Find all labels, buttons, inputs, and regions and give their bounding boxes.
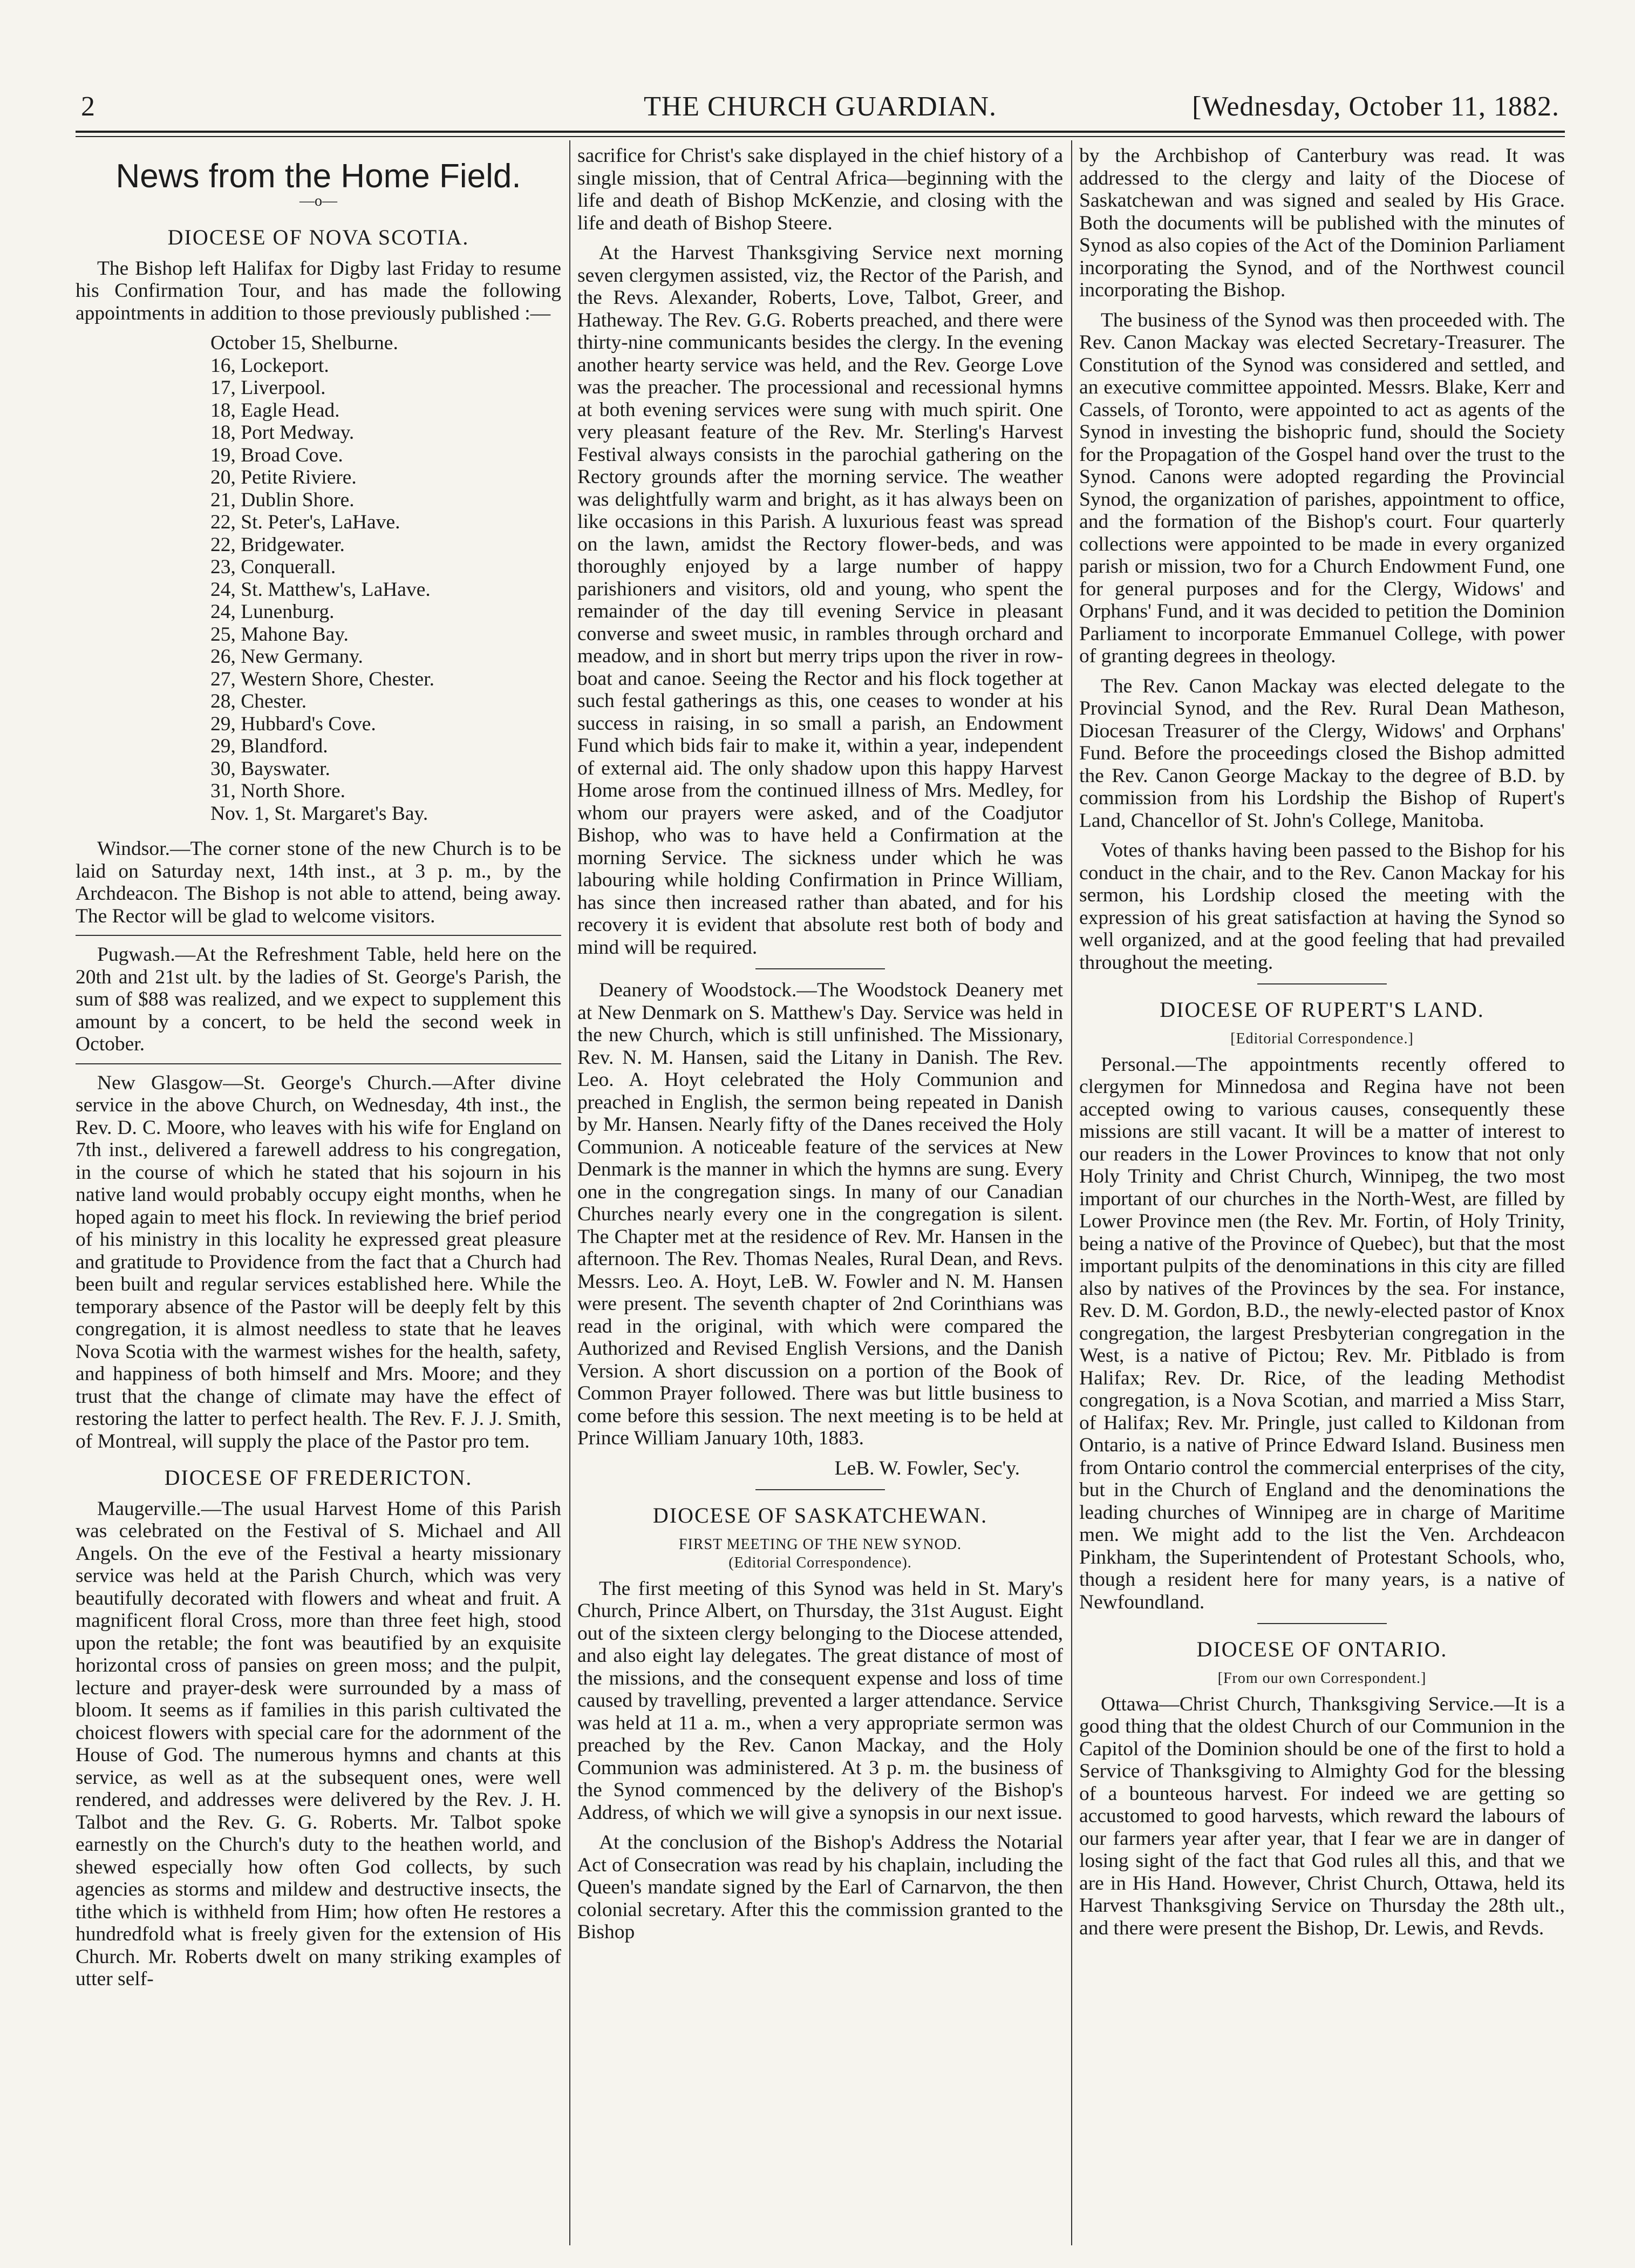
article-paragraph: Votes of thanks having been passed to the Bishop for his conduct in the chair, and to the Rev. Canon Mackay for his sermon, his Lordship closed the meeting with the expression of his great satisfaction at having the Synod so well organized, and at the good feeling that had prevailed throughout the meeting. xyxy=(1079,839,1565,974)
signature: LeB. W. Fowler, Sec'y. xyxy=(834,1457,1020,1479)
appointment-item: 26, New Germany. xyxy=(210,646,363,668)
fredericton-heading: DIOCESE OF FREDERICTON. xyxy=(164,1465,473,1490)
section-title: News from the Home Field. xyxy=(115,158,521,195)
appointment-item: 22, St. Peter's, LaHave. xyxy=(210,511,400,533)
subnote: [Editorial Correspondence.] xyxy=(1230,1030,1414,1047)
appointment-item: 30, Bayswater. xyxy=(210,757,330,780)
appointment-item: 18, Port Medway. xyxy=(210,422,355,444)
divider xyxy=(755,968,885,969)
divider xyxy=(755,1489,885,1490)
appointment-item: Nov. 1, St. Margaret's Bay. xyxy=(210,802,428,825)
appointment-item: 25, Mahone Bay. xyxy=(210,623,349,646)
column-3 xyxy=(1079,145,1565,2250)
divider xyxy=(1257,1623,1387,1624)
appointment-item: 24, Lunenburg. xyxy=(210,601,335,623)
column-divider xyxy=(1071,140,1072,2245)
appointment-item: 29, Hubbard's Cove. xyxy=(210,712,376,735)
appointment-item: 31, North Shore. xyxy=(210,780,345,802)
article-paragraph: The business of the Synod was then proceeded with. The Rev. Canon Mackay was elected Secretary-Treasurer. The Constitution of the Synod was considered and settled, and an executive committee appointed. Messrs. Blake, Kerr and Cassels, of Toronto, were appointed to act as agents of the Synod in investing the bishopric fund, should the Society for the Propagation of the Gospel hand over the trust to the Synod. Canons were adopted regarding the Provincial Synod, the organization of parishes, appointment to office, and the formation of the Bishop's court. Four quarterly collections were appointed to be made in every organized parish or mission, two for a Church Endowment Fund, one for general purposes and for the Clergy, Widows' and Orphans' Fund, and it was decided to petition the Dominion Parliament to incorporate Emmanuel College, with power of granting degrees in theology. xyxy=(1079,309,1565,667)
newspaper-title: THE CHURCH GUARDIAN. xyxy=(643,91,997,122)
article-paragraph: sacrifice for Christ's sake displayed in the chief history of a single mission, that of Central Africa—beginning with the life and death of Bishop McKenzie, and closing with the life and death of Bishop Steere. xyxy=(577,145,1063,234)
appointment-item: 29, Blandford. xyxy=(210,735,328,757)
ruperts-land-heading: DIOCESE OF RUPERT'S LAND. xyxy=(1160,997,1484,1022)
appointment-item: 21, Dublin Shore. xyxy=(210,488,355,511)
article-paragraph: Ottawa—Christ Church, Thanksgiving Service.—It is a good thing that the oldest Church of our Communion in the Capitol of the Dominion should be one of the first to hold a Service of Thanksgiving to Almighty God for the blessing of a bounteous harvest. For indeed we are getting so accustomed to good harvests, which reward the labours of our farmers year after year, that I fear we are in danger of losing sight of the fact that God rules all this, and that we are in His Hand. However, Christ Church, Ottawa, held its Harvest Thanksgiving Service on Thursday the 28th ult., and there were present the Bishop, Dr. Lewis, and Revds. xyxy=(1079,1693,1565,1939)
appointment-item: 24, St. Matthew's, LaHave. xyxy=(210,578,431,601)
article-paragraph: The Rev. Canon Mackay was elected delegate to the Provincial Synod, and the Rev. Rural Dean Matheson, Diocesan Treasurer of the Clergy, Widows' and Orphans' Fund. Before the proceedings closed the Bishop admitted the Rev. Canon George Mackay to the degree of B.D. by commission from his Lordship the Bishop of Rupert's Land, Chancellor of St. John's College, Manitoba. xyxy=(1079,675,1565,832)
article-paragraph: At the Harvest Thanksgiving Service next morning seven clergymen assisted, viz, the Rector of the Parish, and the Revs. Alexander, Roberts, Love, Talbot, Greer, and Hatheway. The Rev. G.G. Roberts preached, and there were thirty-nine communicants besides the clergy. In the evening another hearty service was held, and the Rev. George Love was the preacher. The processional and recessional hymns at both evening services were sung with much spirit. One very pleasant feature of the Rev. Mr. Sterling's Harvest Festival always consists in the parochial gathering on the Rectory grounds after the morning service. The weather was delightfully warm and bright, as it has always been on like occasions in this Parish. A luxurious feast was spread on the lawn, amidst the Rectory flower-beds, and was thoroughly enjoyed by a large number of happy parishioners and visitors, old and young, who spent the remainder of the day till evening Service in pleasant converse and sweet music, in rambles through orchard and meadow, and in short but merry trips upon the river in row-boat and canoe. Seeing the Rector and his flock together at such festal gatherings as this, one ceases to wonder at his success in raising, in so small a parish, an Endowment Fund which bids fair to make it, within a year, independent of external aid. The only shadow upon this happy Harvest Home arose from the continued illness of Mrs. Medley, for whom our prayers were asked, and of the Coadjutor Bishop, who was to have held a Confirmation at the morning Service. The sickness under which he was labouring while holding Confirmation in Prince William, has since then increased rather than abated, and for his recovery it is evident that absolute rest both of body and mind will be required. xyxy=(577,242,1063,959)
subnote: [From our own Correspondent.] xyxy=(1217,1669,1427,1687)
article-paragraph: Pugwash.—At the Refreshment Table, held here on the 20th and 21st ult. by the ladies of St. George's Parish, the sum of $88 was realized, and we expect to supplement this amount by a concert, to be held the second week in October. xyxy=(76,943,561,1055)
article-paragraph: Windsor.—The corner stone of the new Church is to be laid on Saturday next, 14th inst., at 3 p. m., by the Archdeacon. The Bishop is not able to attend, being away. The Rector will be glad to welcome visitors. xyxy=(76,838,561,927)
appointment-item: 20, Petite Riviere. xyxy=(210,466,357,488)
article-paragraph: New Glasgow—St. George's Church.—After divine service in the above Church, on Wednesday, 4th inst., the Rev. D. C. Moore, who leaves with his wife for England on 7th inst., delivered a farewell address to his congregation, in the course of which he stated that his sojourn in his native land would probably occupy eight months, when he hoped again to meet his flock. In reviewing the brief period of his ministry in this locality he expressed great pleasure and gratitude to Providence from the fact that a Church had been built and regular services established here. While the temporary absence of the Pastor will be deeply felt by this congregation, it is almost needless to state that he leaves Nova Scotia with the warmest wishes for the health, safety, and happiness of both himself and Mrs. Moore; and they trust that the change of climate may have the effect of restoring the latter to perfect health. The Rev. F. J. J. Smith, of Montreal, will supply the place of the Pastor pro tem. xyxy=(76,1071,561,1452)
ontario-heading: DIOCESE OF ONTARIO. xyxy=(1196,1637,1448,1661)
nova-scotia-heading: DIOCESE OF NOVA SCOTIA. xyxy=(167,225,469,249)
issue-date: [Wednesday, October 11, 1882. xyxy=(1192,91,1559,122)
page-header xyxy=(81,91,1559,128)
appointment-item: 27, Western Shore, Chester. xyxy=(210,668,434,690)
appointment-item: 16, Lockeport. xyxy=(210,354,329,377)
appointment-item: 22, Bridgewater. xyxy=(210,533,345,556)
appointment-item: 23, Conquerall. xyxy=(210,556,336,578)
article-paragraph: The Bishop left Halifax for Digby last Friday to resume his Confirmation Tour, and has made the following appointments in addition to those previously published :— xyxy=(76,257,561,324)
column-1 xyxy=(76,145,561,2250)
article-paragraph: Maugerville.—The usual Harvest Home of this Parish was celebrated on the Festival of S. Michael and All Angels. On the eve of the Festival a hearty missionary service was held at the Parish Church, which was very beautifully decorated with flowers and wheat and fruit. A magnificent floral Cross, more than three feet high, stood upon the retable; the font was beautified by an exquisite horizontal cross of pansies on green moss; and the pulpit, lecture and prayer-desk were surrounded by a mass of bloom. It seems as if families in this parish cultivated the choicest flowers with special care for the adornment of the House of God. The numerous hymns and chants at this service, as well as at the subsequent ones, were well rendered, and addresses were delivered by the Rev. J. H. Talbot and the Rev. G. G. Roberts. Mr. Talbot spoke earnestly on the Church's duty to the heathen world, and shewed especially how often God collects, by such agencies as storms and mildew and destructive insects, the tithe which is withheld from Him; how often He restores a hundredfold what is freely given for the extension of His Church. Mr. Roberts dwelt on many striking examples of utter self- xyxy=(76,1497,561,1990)
appointment-item: October 15, Shelburne. xyxy=(210,332,398,354)
article-paragraph: Deanery of Woodstock.—The Woodstock Deanery met at New Denmark on S. Matthew's Day. Service was held in the new Church, which is still unfinished. The Missionary, Rev. N. M. Hansen, said the Litany in Danish. The Rev. Leo. A. Hoyt celebrated the Holy Communion and preached in English, the sermon being repeated in Danish by Mr. Hansen. Nearly fifty of the Danes received the Holy Communion. A noticeable feature of the services at New Denmark is the manner in which the hymns are sung. Every one in the congregation sings. In many of our Canadian Churches nearly every one in the congregation is silent. The Chapter met at the residence of Rev. Mr. Hansen in the afternoon. The Rev. Thomas Neales, Rural Dean, and Revs. Messrs. Leo. A. Hoyt, LeB. W. Fowler and N. M. Hansen were present. The seventh chapter of 2nd Corinthians was read in the original, with which were compared the Authorized and Revised English Versions, and the Danish Version. A short discussion on a portion of the Book of Common Prayer followed. There was but little business to come before this session. The next meeting is to be held at Prince William January 10th, 1883. xyxy=(577,979,1063,1449)
saskatchewan-heading: DIOCESE OF SASKATCHEWAN. xyxy=(652,1503,988,1527)
separator-ornament: —o— xyxy=(299,192,337,209)
header-rule xyxy=(76,131,1565,133)
article-paragraph: Personal.—The appointments recently offered to clergymen for Minnedosa and Regina have not been accepted owing to various causes, consequently these missions are still vacant. It will be a matter of interest to our readers in the Lower Provinces to know that not only Holy Trinity and Christ Church, Winnipeg, the two most important of our churches in the North-West, are filled by Lower Province men (the Rev. Mr. Fortin, of Holy Trinity, being a native of the Province of Quebec), but that the most important pulpits of the denominations in this city are filled also by natives of the Provinces by the sea. For instance, Rev. D. M. Gordon, B.D., the newly-elected pastor of Knox congregation, the largest Presbyterian congregation in the West, is a native of Pictou; Rev. Mr. Pitblado is from Halifax; Rev. Dr. Rice, of the leading Methodist congregation, is a Nova Scotian, and married a Miss Starr, of Halifax; Rev. Mr. Pringle, just called to Kildonan from Ontario, is a native of Prince Edward Island. Business men from Ontario control the commercial enterprises of the city, but in the Church of England and the denominations the leading churches of Winnipeg are in charge of Maritime men. We might add to the list the Ven. Archdeacon Pinkham, the Superintendent of Protestant Schools, who, though a resident here for many years, is a native of Newfoundland. xyxy=(1079,1053,1565,1613)
divider xyxy=(76,935,561,936)
page-number: 2 xyxy=(81,91,96,122)
appointment-item: 28, Chester. xyxy=(210,690,307,712)
article-paragraph: At the conclusion of the Bishop's Address the Notarial Act of Consecration was read by his chaplain, including the Queen's mandate signed by the Earl of Carnarvon, the then colonial secretary. After this the commission granted to the Bishop xyxy=(577,1831,1063,1943)
subnote: (Editorial Correspondence). xyxy=(728,1554,912,1571)
subheading: FIRST MEETING OF THE NEW SYNOD. xyxy=(678,1536,962,1553)
appointment-item: 18, Eagle Head. xyxy=(210,399,340,422)
article-paragraph: The first meeting of this Synod was held in St. Mary's Church, Prince Albert, on Thursday, the 31st August. Eight out of the sixteen clergy belonging to the Diocese attended, and also eight lay delegates. The great distance of most of the missions, and the consequent expense and loss of time caused by travelling, prevented a larger attendance. Service was held at 11 a. m., when a very appropriate sermon was preached by the Rev. Canon Mackay, and the Holy Communion was administered. At 3 p. m. the business of the Synod commenced by the delivery of the Bishop's Address, of which we will give a synopsis in our next issue. xyxy=(577,1577,1063,1824)
article-paragraph: by the Archbishop of Canterbury was read. It was addressed to the clergy and laity of the Diocese of Saskatchewan and was signed and sealed by His Grace. Both the documents will be published with the minutes of Synod as also copies of the Act of the Dominion Parliament incorporating the Synod, and of the Northwest council incorporating the Bishop. xyxy=(1079,145,1565,301)
header-rule-thin xyxy=(76,136,1565,137)
column-2 xyxy=(577,145,1063,2250)
appointment-list xyxy=(210,332,561,825)
divider xyxy=(1257,983,1387,984)
divider xyxy=(76,1063,561,1064)
appointment-item: 17, Liverpool. xyxy=(210,377,326,399)
appointment-item: 19, Broad Cove. xyxy=(210,444,343,466)
column-divider xyxy=(569,140,570,2245)
